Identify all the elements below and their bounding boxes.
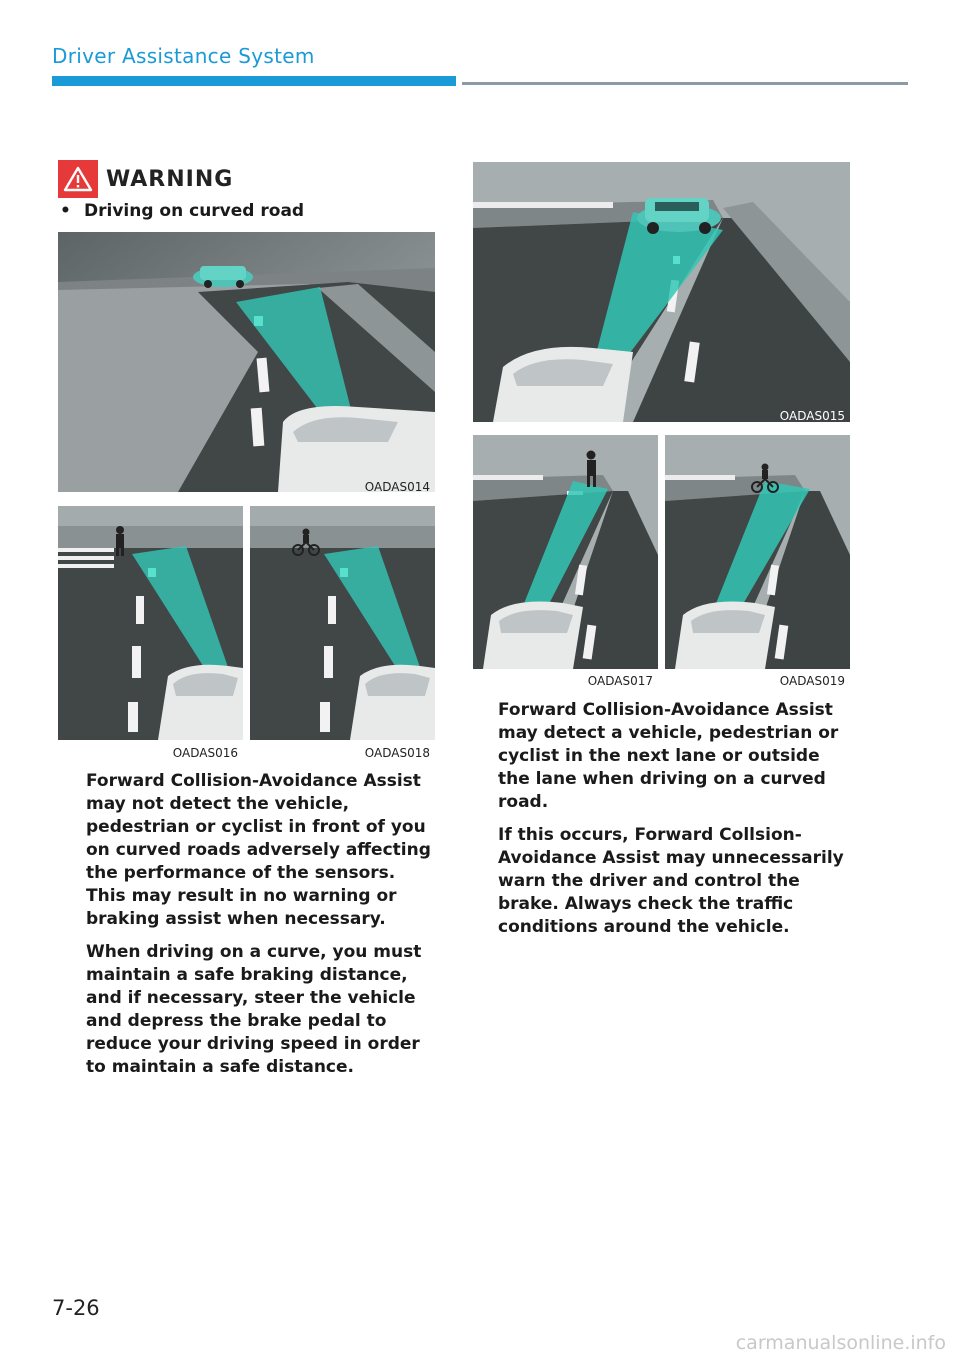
section-title: Driver Assistance System (52, 44, 315, 68)
figure-curved-road-vehicle (58, 232, 435, 492)
figure-code: OADAS014 (364, 480, 430, 494)
figure-code: OADAS015 (779, 409, 845, 423)
figure-pedestrian (58, 506, 243, 740)
warning-header (58, 160, 233, 198)
header-accent-bar (52, 76, 456, 86)
figure-code: OADAS017 (587, 674, 653, 688)
page-number: 7-26 (52, 1296, 100, 1320)
figure-code: OADAS016 (172, 746, 238, 760)
figure-adjacent-cyclist (665, 435, 850, 669)
right-paragraph-1: Forward Collision-Avoidance Assist may detect a vehicle, pedestrian or cyclist in the next lane or outside the lane when driving on a curved road. (498, 700, 839, 812)
figure-code: OADAS018 (364, 746, 430, 760)
warning-label: WARNING (106, 166, 234, 192)
figure-adjacent-lane-vehicle (473, 162, 850, 422)
watermark: carmanualsonline.info (735, 1332, 946, 1354)
figure-code: OADAS019 (779, 674, 845, 688)
right-paragraph-2: If this occurs, Forward Collsion-Avoidance Assist may unnecessarily warn the driver and control the brake. Always check the traffic conditions around the vehicle. (498, 825, 844, 937)
left-paragraph-1: Forward Collision-Avoidance Assist may not detect the vehicle, pedestrian or cyclist in front of you on curved roads adversely affecting the performance of the sensors. This may result in no warning or braking assist when necessary. (86, 771, 431, 929)
warning-bullet: • Driving on curved road (60, 201, 305, 221)
right-body-text (498, 699, 848, 949)
bullet-text: Driving on curved road (84, 201, 305, 221)
left-body-text (86, 770, 436, 1089)
header-rule (462, 82, 908, 85)
warning-icon (58, 160, 98, 198)
figure-cyclist (250, 506, 435, 740)
figure-adjacent-pedestrian (473, 435, 658, 669)
left-paragraph-2: When driving on a curve, you must maintain a safe braking distance, and if necessary, steer the vehicle and depress the brake pedal to reduce your driving speed in order to maintain a safe distance. (86, 942, 422, 1077)
